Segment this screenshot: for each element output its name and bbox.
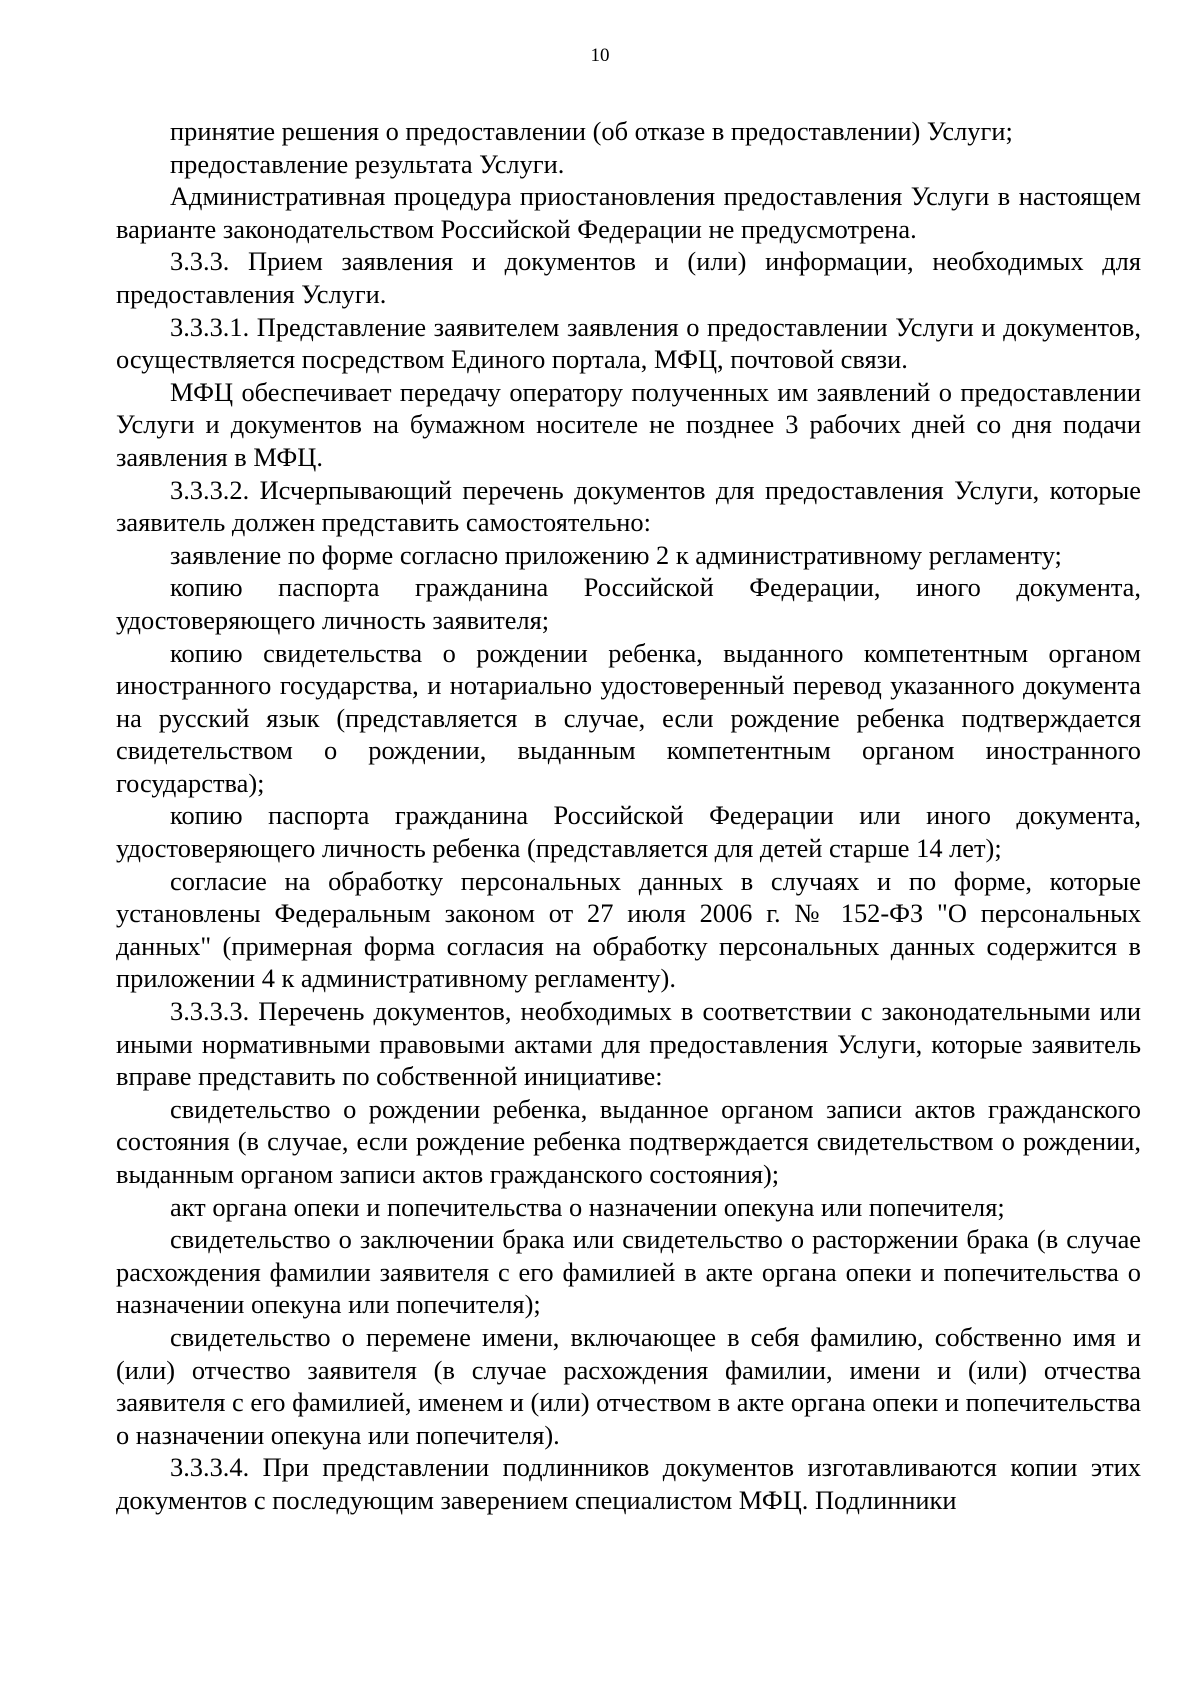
section-3-3-3-3: 3.3.3.3. Перечень документов, необходимых в соответствии с законодательными или иными нормативными правовыми актами для предоставления Услуги, которые заявитель вправе представить по собственной инициативе: [116, 996, 1141, 1092]
list-item: свидетельство о перемене имени, включающее в себя фамилию, собственно имя и (или) отчество заявителя (в случае расхождения фамилии, имени и (или) отчества заявителя с его фамилией, именем и (или) отчеством в акте органа опеки и попечительства о назначении опекуна или попечителя). [116, 1321, 1141, 1450]
section-heading-3-3-3: 3.3.3. Прием заявления и документов и (или) информации, необходимых для предоставления Услуги. [116, 246, 1141, 309]
paragraph: МФЦ обеспечивает передачу оператору полученных им заявлений о предоставлении Услуги и документов на бумажном носителе не позднее 3 рабочих дней со дня подачи заявления в МФЦ. [116, 376, 1141, 472]
list-item: копию паспорта гражданина Российской Федерации, иного документа, удостоверяющего личность заявителя; [116, 572, 1141, 635]
paragraph: Административная процедура приостановления предоставления Услуги в настоящем варианте законодательством Российской Федерации не предусмотрена. [116, 181, 1141, 244]
page-number: 10 [590, 45, 610, 66]
section-3-3-3-2: 3.3.3.2. Исчерпывающий перечень документов для предоставления Услуги, которые заявитель должен представить самостоятельно: [116, 474, 1141, 538]
document-body [116, 115, 1141, 1517]
section-3-3-3-1: 3.3.3.1. Представление заявителем заявления о предоставлении Услуги и документов, осуществляется посредством Единого портала, МФЦ, почтовой связи. [116, 311, 1141, 375]
list-item: акт органа опеки и попечительства о назначении опекуна или попечителя; [170, 1191, 1005, 1222]
paragraph: принятие решения о предоставлении (об отказе в предоставлении) Услуги; [170, 116, 1013, 146]
list-item: согласие на обработку персональных данных в случаях и по форме, которые установлены Федеральным законом от 27 июля 2006 г. № 152-ФЗ "О персональных данных" (примерная форма согласия на обработку персональных данных содержится в приложении 4 к административному регламенту). [116, 865, 1141, 994]
list-item: свидетельство о заключении брака или свидетельство о расторжении брака (в случае расхождения фамилии заявителя с его фамилией в акте органа опеки и попечительства о назначении опекуна или попечителя); [116, 1224, 1141, 1320]
paragraph: предоставление результата Услуги. [170, 148, 565, 179]
list-item: копию паспорта гражданина Российской Федерации или иного документа, удостоверяющего личность ребенка (представляется для детей старше 14 лет); [116, 800, 1141, 864]
list-item: свидетельство о рождении ребенка, выданное органом записи актов гражданского состояния (в случае, если рождение ребенка подтверждается свидетельством о рождении, выданным органом записи актов гражданского состояния); [116, 1093, 1141, 1189]
list-item: заявление по форме согласно приложению 2 к административному регламенту; [170, 539, 1062, 570]
section-3-3-3-4: 3.3.3.4. При представлении подлинников документов изготавливаются копии этих документов с последующим заверением специалистом МФЦ. Подлинники [116, 1452, 1141, 1515]
list-item: копию свидетельства о рождении ребенка, выданного компетентным органом иностранного государства, и нотариально удостоверенный перевод указанного документа на русский язык (представляется в случае, если рождение ребенка подтверждается свидетельством о рождении, выданным компетентным органом иностранного государства); [116, 637, 1141, 798]
